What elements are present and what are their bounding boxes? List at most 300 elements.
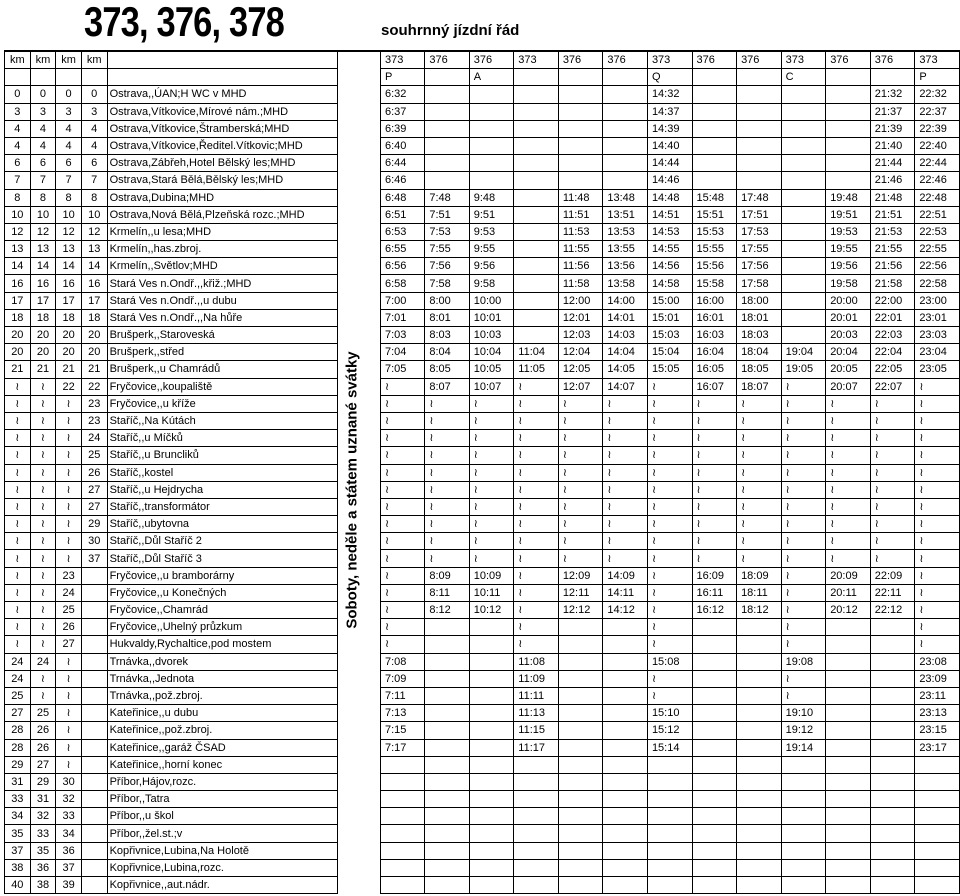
table-row bbox=[5, 447, 960, 464]
departure-time bbox=[381, 808, 425, 825]
gap-cell bbox=[338, 636, 381, 653]
departure-time bbox=[558, 722, 603, 739]
table-row bbox=[5, 292, 960, 309]
km-value: 23 bbox=[56, 567, 82, 584]
departure-time bbox=[558, 825, 603, 842]
departure-time bbox=[781, 327, 826, 344]
km-value: ≀ bbox=[30, 412, 56, 429]
km-header-empty bbox=[30, 69, 56, 86]
km-value bbox=[81, 842, 107, 859]
departure-time bbox=[826, 137, 871, 154]
departure-time: 23:13 bbox=[915, 705, 960, 722]
departure-time bbox=[826, 120, 871, 137]
km-value: ≀ bbox=[30, 395, 56, 412]
km-value: 16 bbox=[30, 275, 56, 292]
km-value: 36 bbox=[30, 859, 56, 876]
km-value: ≀ bbox=[30, 670, 56, 687]
departure-time: 20:04 bbox=[826, 344, 871, 361]
km-value: 4 bbox=[81, 137, 107, 154]
departure-time: 23:11 bbox=[915, 687, 960, 704]
stop-name: Příbor,,žel.st.;v bbox=[107, 825, 338, 842]
km-value: 12 bbox=[30, 223, 56, 240]
km-value bbox=[81, 687, 107, 704]
km-value: 10 bbox=[30, 206, 56, 223]
departure-time bbox=[737, 103, 782, 120]
km-value: 20 bbox=[56, 327, 82, 344]
departure-time: ≀ bbox=[647, 464, 692, 481]
departure-time: ≀ bbox=[915, 412, 960, 429]
table-row bbox=[5, 103, 960, 120]
km-header-empty bbox=[56, 69, 82, 86]
km-value: ≀ bbox=[5, 395, 31, 412]
departure-time: ≀ bbox=[781, 464, 826, 481]
departure-time: 13:48 bbox=[603, 189, 648, 206]
departure-time: 20:09 bbox=[826, 567, 871, 584]
departure-time bbox=[558, 842, 603, 859]
departure-time bbox=[647, 877, 692, 894]
stop-name: Fryčovice,,u Konečných bbox=[107, 584, 338, 601]
departure-time: 16:04 bbox=[692, 344, 737, 361]
departure-time bbox=[826, 619, 871, 636]
km-value: ≀ bbox=[30, 430, 56, 447]
km-value bbox=[81, 739, 107, 756]
departure-time: 12:05 bbox=[558, 361, 603, 378]
km-value bbox=[81, 619, 107, 636]
departure-time: 7:58 bbox=[425, 275, 469, 292]
km-value: 10 bbox=[56, 206, 82, 223]
km-value: 16 bbox=[5, 275, 31, 292]
km-value: ≀ bbox=[5, 447, 31, 464]
departure-time bbox=[826, 103, 871, 120]
departure-time bbox=[781, 791, 826, 808]
km-value: 14 bbox=[81, 258, 107, 275]
km-value: 7 bbox=[56, 172, 82, 189]
departure-time: ≀ bbox=[737, 395, 782, 412]
table-row bbox=[5, 670, 960, 687]
km-value: 18 bbox=[5, 309, 31, 326]
departure-time: ≀ bbox=[425, 430, 469, 447]
service-code bbox=[692, 69, 737, 86]
km-value: 7 bbox=[81, 172, 107, 189]
departure-time: 11:53 bbox=[558, 223, 603, 240]
km-value: 18 bbox=[81, 309, 107, 326]
departure-time bbox=[558, 155, 603, 172]
gap-cell bbox=[338, 258, 381, 275]
departure-time bbox=[469, 172, 514, 189]
km-value: 13 bbox=[30, 241, 56, 258]
stop-name: Staříč,,ubytovna bbox=[107, 516, 338, 533]
km-value: 26 bbox=[81, 464, 107, 481]
departure-time: 22:53 bbox=[915, 223, 960, 240]
departure-time bbox=[781, 206, 826, 223]
departure-time: 21:40 bbox=[870, 137, 915, 154]
departure-time: 19:53 bbox=[826, 223, 871, 240]
departure-time: 22:05 bbox=[870, 361, 915, 378]
departure-time: 8:11 bbox=[425, 584, 469, 601]
departure-time: ≀ bbox=[781, 412, 826, 429]
departure-time: ≀ bbox=[781, 395, 826, 412]
km-value: 20 bbox=[30, 327, 56, 344]
stop-name: Fryčovice,,Uhelný průzkum bbox=[107, 619, 338, 636]
departure-time bbox=[870, 739, 915, 756]
km-value: 25 bbox=[30, 705, 56, 722]
header-row-routes bbox=[5, 51, 960, 69]
km-value: 31 bbox=[5, 773, 31, 790]
departure-time bbox=[915, 808, 960, 825]
km-value: ≀ bbox=[56, 464, 82, 481]
route-number-header: 376 bbox=[737, 51, 782, 69]
departure-time: ≀ bbox=[558, 516, 603, 533]
km-value: 27 bbox=[30, 756, 56, 773]
stop-name: Kateřinice,,horní konec bbox=[107, 756, 338, 773]
departure-time: 15:01 bbox=[647, 309, 692, 326]
departure-time bbox=[514, 309, 559, 326]
gap-cell bbox=[338, 327, 381, 344]
departure-time bbox=[826, 825, 871, 842]
departure-time bbox=[737, 773, 782, 790]
departure-time: 6:32 bbox=[381, 86, 425, 103]
departure-time bbox=[870, 859, 915, 876]
km-value: 6 bbox=[56, 155, 82, 172]
departure-time: 15:08 bbox=[647, 653, 692, 670]
departure-time: 14:32 bbox=[647, 86, 692, 103]
km-value: 27 bbox=[5, 705, 31, 722]
departure-time bbox=[692, 791, 737, 808]
departure-time bbox=[381, 842, 425, 859]
departure-time: 6:48 bbox=[381, 189, 425, 206]
departure-time: ≀ bbox=[381, 481, 425, 498]
km-value: ≀ bbox=[30, 498, 56, 515]
departure-time: 7:13 bbox=[381, 705, 425, 722]
departure-time: ≀ bbox=[781, 636, 826, 653]
departure-time: 19:08 bbox=[781, 653, 826, 670]
departure-time: ≀ bbox=[514, 636, 559, 653]
departure-time: 20:11 bbox=[826, 584, 871, 601]
stop-name: Kateřinice,,pož.zbroj. bbox=[107, 722, 338, 739]
departure-time bbox=[737, 859, 782, 876]
km-value: 28 bbox=[5, 722, 31, 739]
stop-name: Stará Ves n.Ondř.,,Na hůře bbox=[107, 309, 338, 326]
km-value: 24 bbox=[56, 584, 82, 601]
departure-time bbox=[692, 619, 737, 636]
km-value: 4 bbox=[30, 120, 56, 137]
departure-time: 20:01 bbox=[826, 309, 871, 326]
departure-time: 15:14 bbox=[647, 739, 692, 756]
departure-time bbox=[558, 103, 603, 120]
service-code bbox=[558, 69, 603, 86]
km-value: 20 bbox=[5, 327, 31, 344]
departure-time: 23:04 bbox=[915, 344, 960, 361]
table-row bbox=[5, 687, 960, 704]
departure-time: ≀ bbox=[558, 412, 603, 429]
departure-time bbox=[737, 842, 782, 859]
km-value: 13 bbox=[5, 241, 31, 258]
departure-time bbox=[603, 636, 648, 653]
km-value: ≀ bbox=[30, 516, 56, 533]
km-value: 33 bbox=[30, 825, 56, 842]
departure-time bbox=[425, 172, 469, 189]
departure-time: ≀ bbox=[603, 464, 648, 481]
departure-time: 22:09 bbox=[870, 567, 915, 584]
departure-time bbox=[870, 842, 915, 859]
departure-time: 17:51 bbox=[737, 206, 782, 223]
departure-time bbox=[870, 773, 915, 790]
departure-time: 6:46 bbox=[381, 172, 425, 189]
departure-time bbox=[425, 86, 469, 103]
departure-time: ≀ bbox=[469, 395, 514, 412]
stop-name: Fryčovice,,Chamrád bbox=[107, 602, 338, 619]
departure-time: ≀ bbox=[915, 636, 960, 653]
stop-name: Kateřinice,,u dubu bbox=[107, 705, 338, 722]
departure-time: ≀ bbox=[647, 412, 692, 429]
departure-time: 22:01 bbox=[870, 309, 915, 326]
gap-cell bbox=[338, 773, 381, 790]
km-value: 3 bbox=[56, 103, 82, 120]
departure-time: 8:01 bbox=[425, 309, 469, 326]
departure-time bbox=[469, 842, 514, 859]
stop-name: Krmelín,,has.zbroj. bbox=[107, 241, 338, 258]
km-value: 0 bbox=[5, 86, 31, 103]
departure-time: 17:58 bbox=[737, 275, 782, 292]
stop-name: Brušperk,,u Chamrádů bbox=[107, 361, 338, 378]
departure-time: 6:51 bbox=[381, 206, 425, 223]
table-row bbox=[5, 223, 960, 240]
route-number-header: 376 bbox=[558, 51, 603, 69]
departure-time: 22:58 bbox=[915, 275, 960, 292]
departure-time: 18:03 bbox=[737, 327, 782, 344]
km-value bbox=[81, 791, 107, 808]
departure-time: 18:05 bbox=[737, 361, 782, 378]
departure-time: 9:56 bbox=[469, 258, 514, 275]
departure-time: ≀ bbox=[425, 447, 469, 464]
departure-time: 21:46 bbox=[870, 172, 915, 189]
departure-time: ≀ bbox=[915, 430, 960, 447]
departure-time: 7:48 bbox=[425, 189, 469, 206]
stop-name: Příbor,,u škol bbox=[107, 808, 338, 825]
departure-time: 14:48 bbox=[647, 189, 692, 206]
departure-time: 20:03 bbox=[826, 327, 871, 344]
departure-time: ≀ bbox=[781, 550, 826, 567]
departure-time bbox=[737, 120, 782, 137]
departure-time: ≀ bbox=[603, 481, 648, 498]
table-row bbox=[5, 412, 960, 429]
departure-time: 7:56 bbox=[425, 258, 469, 275]
departure-time bbox=[469, 756, 514, 773]
departure-time: 15:58 bbox=[692, 275, 737, 292]
departure-time bbox=[692, 842, 737, 859]
km-value: 3 bbox=[81, 103, 107, 120]
departure-time: ≀ bbox=[381, 447, 425, 464]
service-code bbox=[514, 69, 559, 86]
departure-time bbox=[603, 722, 648, 739]
departure-time bbox=[692, 137, 737, 154]
stop-name: Fryčovice,,koupaliště bbox=[107, 378, 338, 395]
departure-time: ≀ bbox=[381, 464, 425, 481]
departure-time bbox=[603, 705, 648, 722]
stop-name: Příbor,,Tatra bbox=[107, 791, 338, 808]
departure-time: ≀ bbox=[603, 447, 648, 464]
departure-time bbox=[826, 636, 871, 653]
gap-cell bbox=[338, 137, 381, 154]
km-value: 14 bbox=[5, 258, 31, 275]
departure-time: ≀ bbox=[514, 395, 559, 412]
departure-time: ≀ bbox=[514, 447, 559, 464]
departure-time: ≀ bbox=[647, 447, 692, 464]
departure-time bbox=[781, 137, 826, 154]
departure-time bbox=[514, 275, 559, 292]
km-value: 4 bbox=[5, 137, 31, 154]
departure-time: ≀ bbox=[870, 430, 915, 447]
km-value: 6 bbox=[81, 155, 107, 172]
table-row bbox=[5, 86, 960, 103]
stop-name: Ostrava,Nová Bělá,Plzeňská rozc.;MHD bbox=[107, 206, 338, 223]
km-value: 7 bbox=[5, 172, 31, 189]
departure-time: ≀ bbox=[781, 619, 826, 636]
departure-time: 11:04 bbox=[514, 344, 559, 361]
departure-time: 22:48 bbox=[915, 189, 960, 206]
table-row bbox=[5, 258, 960, 275]
km-value bbox=[81, 653, 107, 670]
route-numbers-title: 373, 376, 378 bbox=[84, 0, 285, 45]
departure-time bbox=[826, 670, 871, 687]
departure-time: ≀ bbox=[826, 464, 871, 481]
route-number-header: 373 bbox=[647, 51, 692, 69]
departure-time: ≀ bbox=[692, 533, 737, 550]
departure-time bbox=[781, 825, 826, 842]
departure-time: ≀ bbox=[915, 550, 960, 567]
km-header-empty bbox=[5, 69, 31, 86]
departure-time: 14:40 bbox=[647, 137, 692, 154]
departure-time: 18:01 bbox=[737, 309, 782, 326]
km-value: 30 bbox=[81, 533, 107, 550]
departure-time: ≀ bbox=[737, 430, 782, 447]
km-value: 20 bbox=[81, 327, 107, 344]
km-value: 34 bbox=[5, 808, 31, 825]
departure-time bbox=[514, 241, 559, 258]
departure-time bbox=[870, 687, 915, 704]
departure-time: 10:09 bbox=[469, 567, 514, 584]
km-value bbox=[81, 773, 107, 790]
departure-time: 14:12 bbox=[603, 602, 648, 619]
departure-time bbox=[514, 791, 559, 808]
table-row bbox=[5, 722, 960, 739]
departure-time: 12:11 bbox=[558, 584, 603, 601]
departure-time: 18:04 bbox=[737, 344, 782, 361]
departure-time: ≀ bbox=[692, 395, 737, 412]
km-value: ≀ bbox=[5, 378, 31, 395]
departure-time bbox=[603, 103, 648, 120]
departure-time bbox=[781, 808, 826, 825]
km-value bbox=[81, 584, 107, 601]
km-value: ≀ bbox=[30, 636, 56, 653]
km-value: 17 bbox=[30, 292, 56, 309]
stop-name: Stará Ves n.Ondř.,,křiž.;MHD bbox=[107, 275, 338, 292]
stop-header bbox=[107, 51, 338, 69]
km-value bbox=[81, 859, 107, 876]
departure-time bbox=[603, 739, 648, 756]
table-row bbox=[5, 567, 960, 584]
departure-time: 11:13 bbox=[514, 705, 559, 722]
departure-time: ≀ bbox=[826, 516, 871, 533]
departure-time bbox=[781, 189, 826, 206]
km-value: ≀ bbox=[30, 687, 56, 704]
departure-time: 17:53 bbox=[737, 223, 782, 240]
departure-time: 6:58 bbox=[381, 275, 425, 292]
departure-time bbox=[558, 877, 603, 894]
departure-time bbox=[381, 756, 425, 773]
departure-time: 15:55 bbox=[692, 241, 737, 258]
km-value: ≀ bbox=[56, 722, 82, 739]
route-number-header: 373 bbox=[781, 51, 826, 69]
departure-time bbox=[469, 86, 514, 103]
departure-time: ≀ bbox=[826, 412, 871, 429]
departure-time: 22:46 bbox=[915, 172, 960, 189]
departure-time bbox=[469, 120, 514, 137]
departure-time bbox=[514, 258, 559, 275]
departure-time bbox=[603, 120, 648, 137]
route-number-header: 376 bbox=[425, 51, 469, 69]
departure-time bbox=[781, 773, 826, 790]
departure-time: 11:55 bbox=[558, 241, 603, 258]
service-code bbox=[425, 69, 469, 86]
timetable-grid bbox=[4, 50, 960, 894]
departure-time: ≀ bbox=[558, 550, 603, 567]
departure-time bbox=[603, 756, 648, 773]
gap-cell bbox=[338, 223, 381, 240]
km-value: ≀ bbox=[56, 430, 82, 447]
departure-time: 16:01 bbox=[692, 309, 737, 326]
departure-time: ≀ bbox=[915, 516, 960, 533]
departure-time bbox=[603, 86, 648, 103]
departure-time: ≀ bbox=[381, 636, 425, 653]
km-value: ≀ bbox=[56, 447, 82, 464]
table-row bbox=[5, 808, 960, 825]
stop-name: Staříč,,Na Kútách bbox=[107, 412, 338, 429]
km-value: 25 bbox=[81, 447, 107, 464]
departure-time bbox=[425, 791, 469, 808]
departure-time: ≀ bbox=[381, 430, 425, 447]
departure-time bbox=[558, 653, 603, 670]
departure-time bbox=[692, 172, 737, 189]
departure-time: 16:07 bbox=[692, 378, 737, 395]
departure-time: ≀ bbox=[425, 464, 469, 481]
departure-time bbox=[603, 791, 648, 808]
service-code bbox=[737, 69, 782, 86]
departure-time bbox=[692, 877, 737, 894]
departure-time bbox=[781, 842, 826, 859]
departure-time: 6:56 bbox=[381, 258, 425, 275]
departure-time: 7:55 bbox=[425, 241, 469, 258]
departure-time bbox=[469, 773, 514, 790]
gap-cell bbox=[338, 86, 381, 103]
departure-time bbox=[603, 137, 648, 154]
departure-time bbox=[826, 722, 871, 739]
departure-time: 12:07 bbox=[558, 378, 603, 395]
departure-time: 14:39 bbox=[647, 120, 692, 137]
departure-time: 15:12 bbox=[647, 722, 692, 739]
service-code: A bbox=[469, 69, 514, 86]
departure-time: 15:00 bbox=[647, 292, 692, 309]
departure-time bbox=[425, 687, 469, 704]
departure-time bbox=[514, 86, 559, 103]
table-row bbox=[5, 430, 960, 447]
departure-time: 12:00 bbox=[558, 292, 603, 309]
km-value: ≀ bbox=[5, 567, 31, 584]
km-value: 22 bbox=[56, 378, 82, 395]
km-value: 27 bbox=[81, 481, 107, 498]
departure-time bbox=[603, 859, 648, 876]
departure-time: ≀ bbox=[514, 516, 559, 533]
